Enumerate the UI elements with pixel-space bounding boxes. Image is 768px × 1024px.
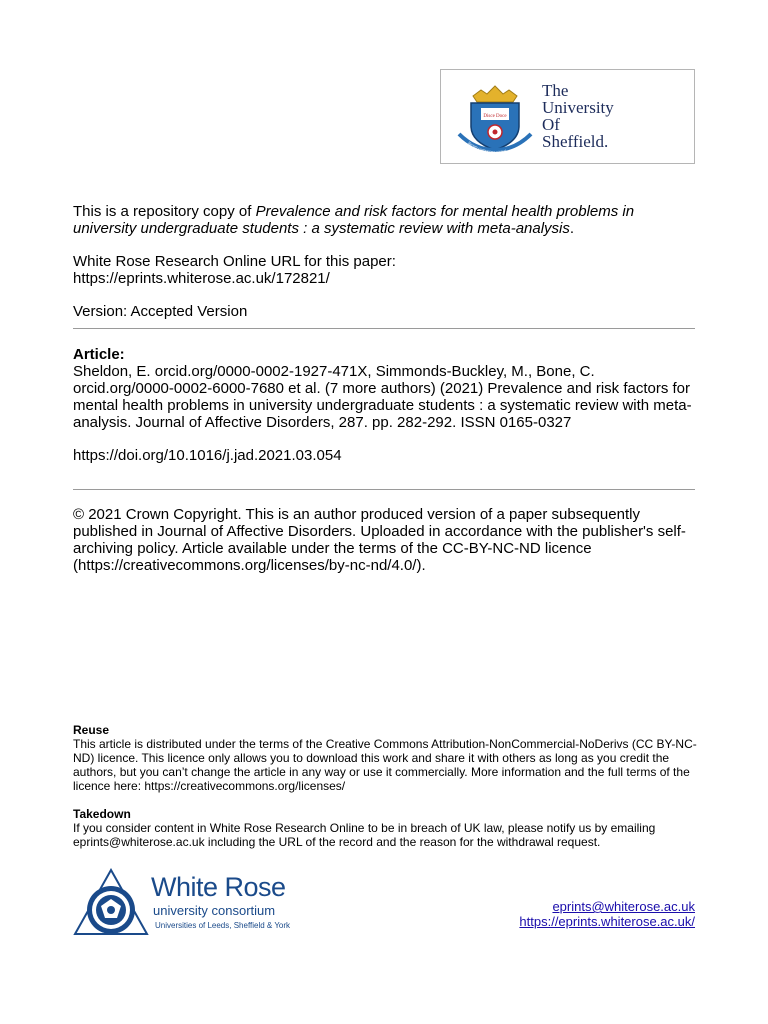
paper-url-block — [73, 253, 695, 287]
university-name: The University Of Sheffield. — [542, 81, 614, 151]
svg-text:Rerum cognoscere causas: Rerum cognoscere causas — [467, 140, 507, 154]
white-rose-emblem-icon — [73, 868, 149, 938]
paper-title: Prevalence and risk factors for mental health problems in university undergraduate students : a systematic review with meta-analysis — [73, 203, 635, 237]
svg-text:Disce Doce: Disce Doce — [483, 114, 507, 119]
reuse-text: This article is distributed under the terms of the Creative Commons Attribution-NonCommercial-NoDerivs (CC BY-NC-ND) licence. This licence only allows you to download this work and share it with others as long as you credit the authors, but you can’t change the article in any way or use it commercially. More information and the full terms of the licence here: https://creativecommons.org/licenses/ — [73, 737, 697, 793]
divider — [73, 489, 695, 490]
paper-url: https://eprints.whiterose.ac.uk/172821/ — [73, 270, 330, 287]
eprints-site-link[interactable]: https://eprints.whiterose.ac.uk/ — [519, 914, 695, 929]
takedown-text: If you consider content in White Rose Research Online to be in breach of UK law, please notify us by emailing eprints@whiterose.ac.uk including the URL of the record and the reason for the withdrawal request. — [73, 821, 656, 849]
citation-text: Sheldon, E. orcid.org/0000-0002-1927-471X, Simmonds-Buckley, M., Bone, C. orcid.org/0000-0002-6000-7680 et al. (7 more authors) (2021) Prevalence and risk factors for mental health problems in university undergraduate students : a systematic review with meta-analysis. Journal of Affective Disorders, 287. pp. 282-292. ISSN 0165-0327 — [73, 363, 692, 431]
university-logo — [440, 69, 695, 164]
contact-links — [519, 899, 695, 929]
divider — [73, 328, 695, 329]
paper-url-label: White Rose Research Online URL for this paper: — [73, 253, 396, 270]
email-link[interactable]: eprints@whiterose.ac.uk — [552, 899, 695, 914]
reuse-section — [73, 723, 703, 793]
white-rose-logo — [73, 868, 295, 938]
doi-link: https://doi.org/10.1016/j.jad.2021.03.054 — [73, 447, 342, 464]
university-crest-icon — [457, 80, 533, 154]
white-rose-name: White Rose — [151, 872, 286, 902]
version-line: Version: Accepted Version — [73, 303, 248, 320]
article-label: Article: — [73, 346, 125, 363]
reuse-heading: Reuse — [73, 723, 110, 737]
repository-intro: This is a repository copy of Prevalence and risk factors for mental health problems in university undergraduate students : a systematic review with meta-analysis. — [73, 203, 635, 237]
takedown-section — [73, 807, 703, 849]
copyright-notice: © 2021 Crown Copyright. This is an author produced version of a paper subsequently published in Journal of Affective Disorders. Uploaded in accordance with the publisher's self-archiving policy. Article available under the terms of the CC-BY-NC-ND licence (https://creativecommons.org/licenses/by-nc-nd/4.0/). — [73, 506, 686, 574]
takedown-heading: Takedown — [73, 807, 131, 821]
white-rose-cities: Universities of Leeds, Sheffield & York — [155, 921, 291, 930]
article-citation — [73, 346, 695, 431]
white-rose-subtitle: university consortium — [153, 903, 276, 918]
